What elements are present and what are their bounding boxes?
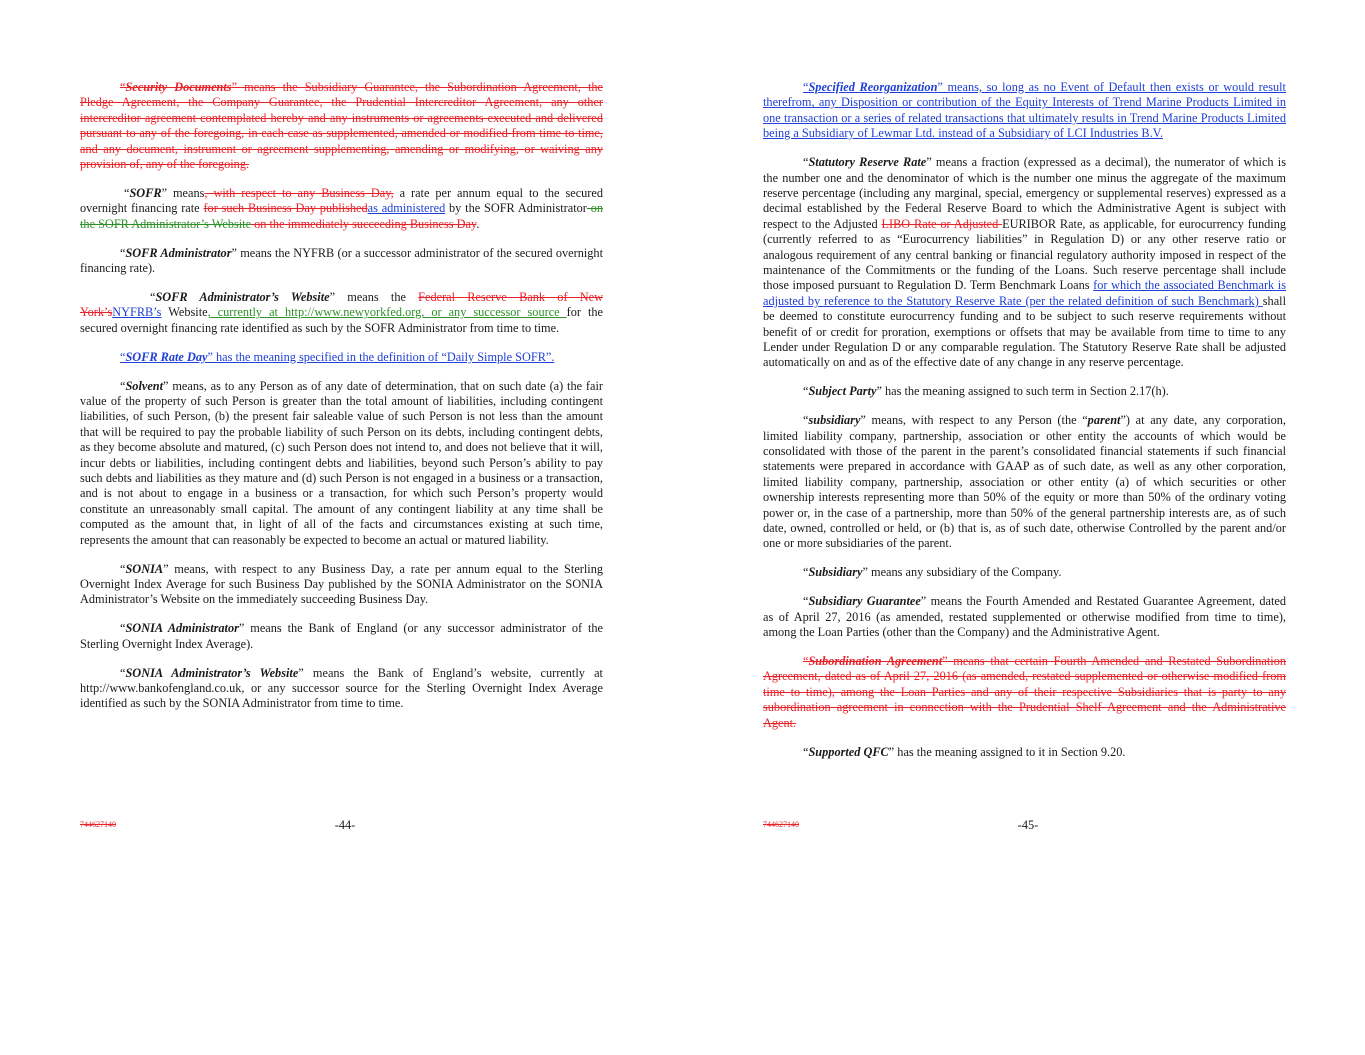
text-run: ” has the meaning specified in the definition of “Daily Simple SOFR”. [207, 349, 555, 364]
defined-term: Specified Reorganization [808, 80, 938, 94]
text-run: “ [803, 654, 809, 668]
text-run: “ [120, 245, 126, 260]
defined-term: SOFR Administrator’s Website [155, 289, 330, 304]
text-run: on the immediately succeeding Business Day [251, 216, 477, 231]
text-run: “ [803, 413, 809, 428]
text-run: for such Business Day published [203, 201, 368, 216]
text-run: on the SOFR Administrator’s Website [80, 201, 603, 231]
page-footer-right [763, 818, 1286, 838]
page-body-left [80, 80, 603, 725]
text-run: “ [803, 80, 809, 94]
defined-term: Subsidiary Guarantee [808, 594, 921, 609]
text-run: a rate per annum equal to the secured overnight financing rate [80, 185, 603, 216]
defined-term: SOFR [129, 185, 162, 200]
text-run: as administered [367, 201, 446, 216]
text-run: “ [124, 185, 130, 200]
text-run: ” means [161, 185, 205, 200]
definition-paragraph [763, 565, 1286, 580]
defined-term: SOFR Rate Day [125, 349, 208, 364]
text-run: “ [803, 384, 809, 399]
defined-term: Subject Party [808, 384, 877, 399]
text-run: ”) at any date, any corporation, limited liability company, partnership, association or other entity the accounts of which would be consolidated with those of the parent in the parent’s consolidated financial statements if such financial statements were prepared in accordance with GAAP as of such date, as well as any other corporation, limited liability company, partnership, association or other entity (a) of which securities or other ownership interests representing more than 50% of the equity or more than 50% of the ordinary voting power or, in the case of a partnership, more than 50% of the general partnership interests are, as of such date, owned, controlled or held, or (b) that is, as of such date, otherwise Controlled by the parent and/or one or more subsidiaries of the parent. [763, 413, 1287, 551]
text-run: “ [120, 349, 126, 364]
document-number: 744627140 [763, 820, 799, 829]
definition-paragraph [80, 290, 603, 336]
text-run: for the secured overnight financing rate identified as such by the SOFR Administrator from time to time. [80, 305, 604, 335]
definition-paragraph [763, 594, 1286, 640]
text-run: ” means the Bank of England’s website, currently at http://www.bankofengland.co.uk, or any successor source for the Sterling Overnight Index Average identified as such by the SONIA Administrator from time to time. [80, 665, 603, 711]
definition-paragraph [763, 80, 1286, 142]
text-run: LIBO Rate or Adjusted [881, 216, 1003, 231]
text-run: ” means, with respect to any Person (the “ [860, 413, 1088, 428]
text-run: , currently at http://www.newyorkfed.org, or any successor source [207, 305, 567, 320]
text-run: Website [161, 305, 208, 320]
defined-term: Statutory Reserve Rate [808, 155, 927, 170]
definition-paragraph [80, 186, 603, 232]
text-run: EURIBOR Rate, as applicable, for eurocurrency funding (currently referred to as “Eurocurrency liabilities” in Regulation D) or any other reserve ratio or analogous requirement of any central banking or financial regulatory authority imposed in respect of the maintenance of the Commitments or the funding of the Loans. Such reserve percentage shall include those imposed pursuant to Regulation D. Term Benchmark Loans [763, 216, 1286, 293]
text-run: “ [803, 565, 809, 580]
definition-paragraph [80, 666, 603, 712]
document-number: 744627140 [80, 820, 116, 829]
definition-paragraph [763, 384, 1286, 399]
text-run: by the SOFR Administrator [445, 201, 587, 216]
text-run: ” means the Subsidiary Guarantee, the Subordination Agreement, the Pledge Agreement, the Company Guarantee, the Prudential Intercreditor Agreement, any other intercreditor agreement contemplated hereby and any instruments or agreements executed and delivered pursuant to any of the foregoing, in each case as supplemented, amended or modified from time to time, and any document, instrument or agreement supplementing, amending or modifying, or waiving any provision of, any of the foregoing. [80, 80, 604, 172]
text-run: for which the associated Benchmark is adjusted by reference to the Statutory Reserve Rate (per the related definition of such Benchmark) [763, 278, 1286, 308]
defined-term: Supported QFC [808, 744, 889, 759]
definition-paragraph [763, 413, 1286, 552]
text-run: ” means a fraction (expressed as a decimal), the numerator of which is the number one and the denominator of which is the number one minus the aggregate of the maximum reserve percentage (including any marginal, special, emergency or supplemental reserves) expressed as a decimal established by the Federal Reserve Board to which the Administrative Agent is subject with respect to the Adjusted [763, 155, 1286, 231]
text-run: “ [120, 665, 126, 680]
defined-term: SONIA Administrator’s Website [125, 665, 299, 680]
defined-term: Solvent [125, 378, 164, 393]
defined-term: SOFR Administrator [125, 245, 232, 260]
text-run: . [476, 216, 480, 231]
defined-term: Subordination Agreement [808, 654, 943, 668]
text-run: “ [803, 744, 809, 759]
defined-term: SONIA Administrator [125, 621, 239, 636]
text-run: ” means the NYFRB (or a successor administrator of the secured overnight financing rate). [80, 245, 603, 276]
defined-term: parent [1087, 413, 1121, 428]
text-run: “ [120, 80, 126, 94]
page-number: -45- [1017, 818, 1039, 832]
text-run: “ [120, 378, 126, 393]
definition-paragraph [80, 562, 603, 608]
text-run: ” means any subsidiary of the Company. [862, 565, 1062, 580]
text-run: ” means, with respect to any Business Day, a rate per annum equal to the Sterling Overnight Index Average for such Business Day published by the SONIA Administrator on the SONIA Administrator’s Website on the immediately succeeding Business Day. [80, 561, 603, 607]
text-run: ” means that certain Fourth Amended and Restated Subordination Agreement, dated as of April 27, 2016 (as amended, restated supplemented or otherwise modified from time to time), among the Loan Parties and any of their respective Subsidiaries that is party to any subordination agreement in connection with the Prudential Shelf Agreement and the Administrative Agent. [763, 654, 1286, 730]
text-run: Federal Reserve Bank of New York’s [80, 289, 603, 320]
text-run: ” has the meaning assigned to such term in Section 2.17(h). [876, 384, 1169, 399]
document-page-right [683, 0, 1365, 1055]
definition-paragraph [763, 155, 1286, 371]
text-run: “ [120, 621, 126, 636]
defined-term: SONIA [125, 561, 164, 576]
page-footer-left [80, 818, 603, 838]
text-run: shall be deemed to constitute eurocurrency funding and to be subject to such reserve requirements without benefit of or credit for proration, exemptions or offsets that may be available from time to time to any Lender under Regulation D or any comparable regulation. The Statutory Reserve Rate shall be adjusted automatically on and as of the effective date of any change in any reserve percentage. [763, 293, 1286, 370]
page-number: -44- [334, 818, 356, 832]
text-run: ” means the Fourth Amended and Restated Guarantee Agreement, dated as of April 27, 2016 (as amended, restated supplemented or otherwise modified from time to time), among the Loan Parties (other than the Company) and the Administrative Agent. [763, 594, 1286, 640]
text-run: , with respect to any Business Day, [204, 185, 394, 200]
definition-paragraph [80, 350, 603, 365]
definition-paragraph [80, 379, 603, 548]
text-run: ” means the Bank of England (or any successor administrator of the Sterling Overnight Index Average). [80, 621, 603, 651]
page-body-right [763, 80, 1286, 773]
definition-paragraph [80, 80, 603, 172]
text-run: “ [803, 594, 809, 609]
definition-paragraph [763, 745, 1286, 760]
defined-term: subsidiary [808, 413, 861, 428]
text-run: ” means the [329, 289, 419, 304]
text-run: “ [120, 561, 126, 576]
definition-paragraph [80, 246, 603, 277]
text-run: ” means, so long as no Event of Default then exists or would result therefrom, any Disposition or contribution of the Equity Interests of Trend Marine Products Limited in one transaction or a series of related transactions that ultimately results in Trend Marine Products Limited being a Subsidiary of Lewmar Ltd. instead of a Subsidiary of LCI Industries B.V. [763, 80, 1286, 141]
definition-paragraph [763, 654, 1286, 731]
text-run: “ [803, 155, 809, 170]
text-run: ” has the meaning assigned to it in Section 9.20. [888, 744, 1126, 759]
text-run: NYFRB’s [112, 305, 162, 320]
definition-paragraph [80, 621, 603, 652]
defined-term: Subsidiary [808, 565, 863, 580]
text-run: ” means, as to any Person as of any date of determination, that on such date (a) the fair value of the property of such Person is greater than the total amount of liabilities, including contingent liabilities, of such Person, (b) the present fair saleable value of such Person is not less than the amount that will be required to pay the probable liability of such Person on its debts, including contingent debts, as they become absolute and matured, (c) such Person does not intend to, and does not believe that it will, incur debts or liabilities, including contingent debts and liabilities, beyond such Person’s ability to pay such debts and liabilities as they mature and (d) such Person is not engaged in a business or a transaction, and is not about to engage in a business or a transaction, for which such Person’s property would constitute an unreasonably small capital. The amount of any contingent liability at any time shall be computed as the amount that, in light of all of the facts and circumstances existing at such time, represents the amount that can reasonably be expected to become an actual or matured liability. [80, 378, 603, 547]
defined-term: Security Documents [125, 80, 232, 94]
text-run: “ [150, 289, 156, 304]
